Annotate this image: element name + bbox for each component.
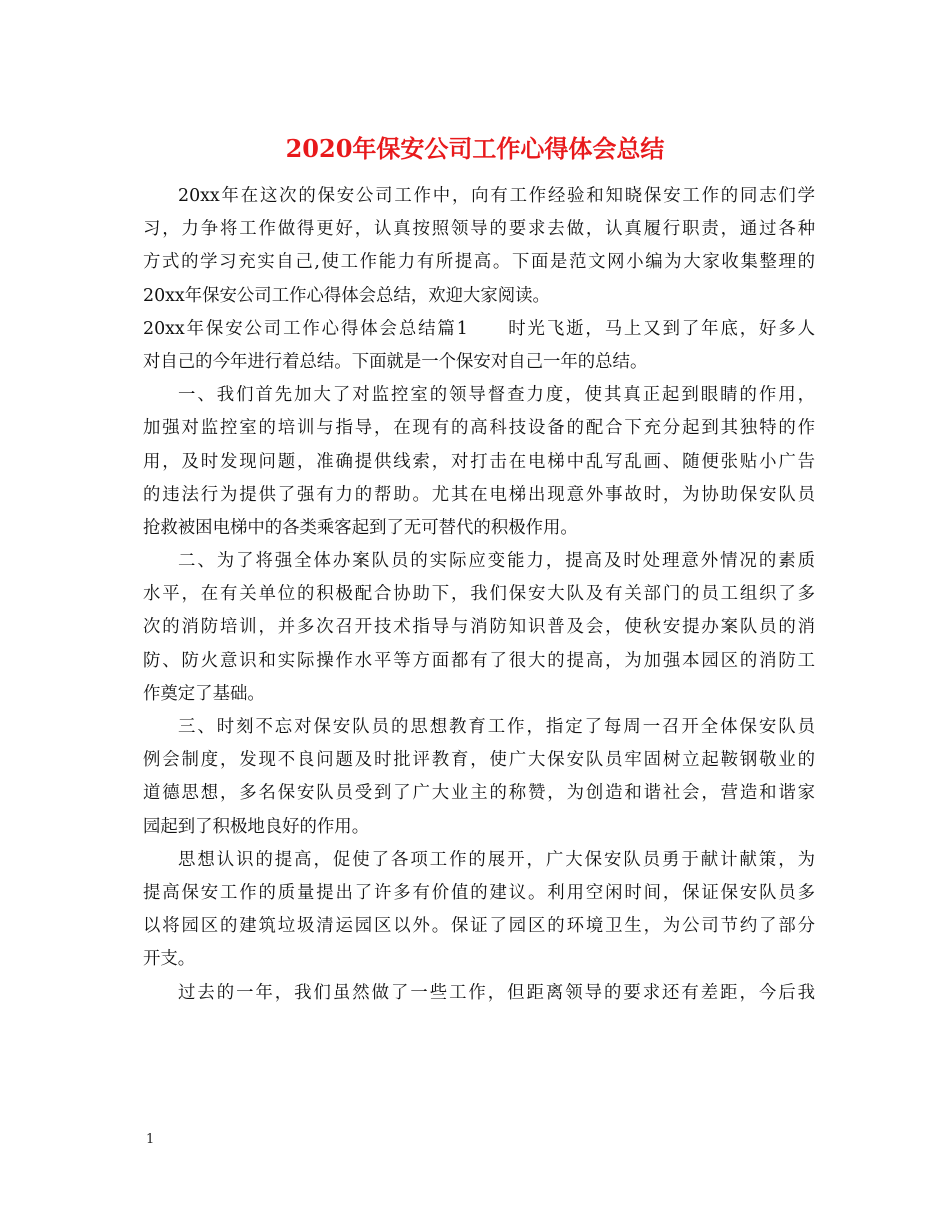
document-title: 2020年保安公司工作心得体会总结 xyxy=(285,134,665,163)
body-line: 抢救被困电梯中的各类乘客起到了无可替代的积极作用。 xyxy=(143,517,578,538)
body-line: 二、为了将强全体办案队员的实际应变能力，提高及时处理意外情况的素质 xyxy=(178,551,815,572)
body-line: 用，及时发现问题，准确提供线索，对打击在电梯中乱写乱画、随便张贴小广告 xyxy=(143,451,815,472)
body-line: 思想认识的提高，促使了各项工作的展开，广大保安队员勇于献计献策，为 xyxy=(178,849,815,870)
document-body xyxy=(143,180,815,1010)
body-line: 习，力争将工作做得更好，认真按照领导的要求去做，认真履行职责，通过各种 xyxy=(143,219,815,240)
body-line: 防、防火意识和实际操作水平等方面都有了很大的提高，为加强本园区的消防工 xyxy=(143,650,815,671)
body-line: 道德思想，多名保安队员受到了广大业主的称赞，为创造和谐社会，营造和谐家 xyxy=(143,783,815,804)
body-line: 水平，在有关单位的积极配合协助下，我们保安大队及有关部门的员工组织了多 xyxy=(143,584,815,605)
body-line: 作奠定了基础。 xyxy=(143,683,265,704)
body-line: 园起到了积极地良好的作用。 xyxy=(143,816,370,837)
body-line: 开支。 xyxy=(143,949,196,970)
body-line: 以将园区的建筑垃圾清运园区以外。保证了园区的环境卫生，为公司节约了部分 xyxy=(143,916,815,937)
body-line: 过去的一年，我们虽然做了一些工作，但距离领导的要求还有差距，今后我 xyxy=(178,982,815,1003)
body-line: 20xx年保安公司工作心得体会总结，欢迎大家阅读。 xyxy=(143,285,550,306)
body-line: 例会制度，发现不良问题及时批评教育，使广大保安队员牢固树立起鞍钢敬业的 xyxy=(143,750,815,771)
body-line: 一、我们首先加大了对监控室的领导督查力度，使其真正起到眼睛的作用， xyxy=(178,385,815,406)
body-line: 20xx年保安公司工作心得体会总结篇1 时光飞逝，马上又到了年底，好多人 xyxy=(143,318,815,339)
body-line: 20xx年在这次的保安公司工作中，向有工作经验和知晓保安工作的同志们学 xyxy=(178,186,815,206)
body-line: 三、时刻不忘对保安队员的思想教育工作，指定了每周一召开全体保安队员 xyxy=(178,717,815,737)
body-line: 提高保安工作的质量提出了许多有价值的建议。利用空闲时间，保证保安队员多 xyxy=(143,882,815,903)
body-line: 次的消防培训，并多次召开技术指导与消防知识普及会，使秋安提办案队员的消 xyxy=(143,617,815,638)
page-number: 1 xyxy=(146,1132,155,1147)
body-line: 对自己的今年进行着总结。下面就是一个保安对自己一年的总结。 xyxy=(143,351,648,372)
body-line: 加强对监控室的培训与指导，在现有的高科技设备的配合下充分起到其独特的作 xyxy=(143,418,815,439)
body-line: 方式的学习充实自己,使工作能力有所提高。下面是范文网小编为大家收集整理的 xyxy=(143,252,815,273)
body-line: 的违法行为提供了强有力的帮助。尤其在电梯出现意外事故时，为协助保安队员 xyxy=(143,484,815,505)
